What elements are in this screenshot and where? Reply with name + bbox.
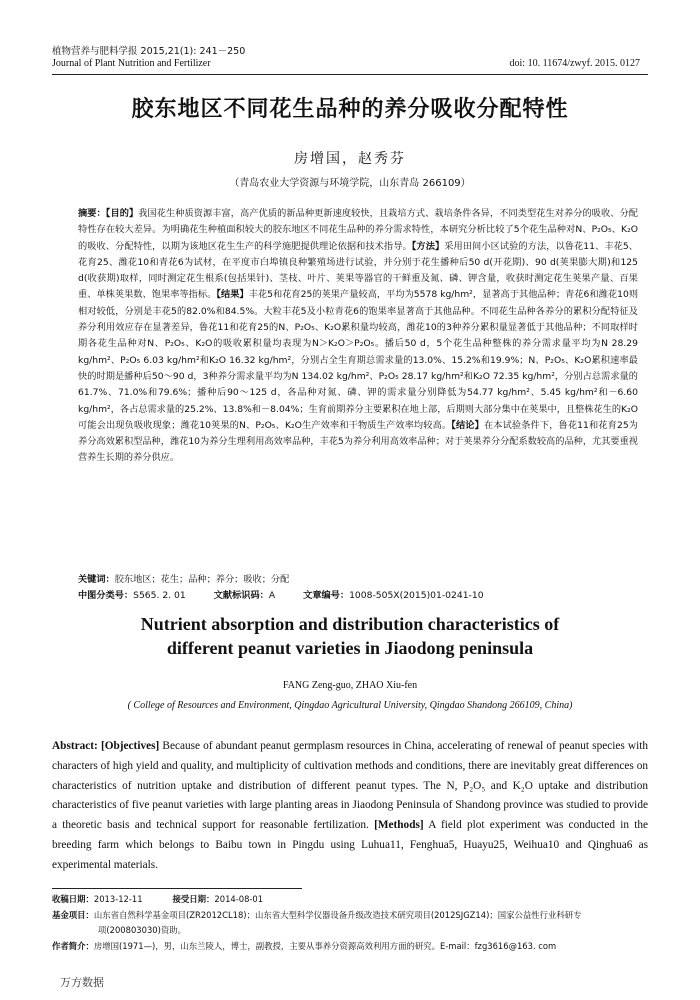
cn-abstract bbox=[78, 206, 638, 467]
en-title-line-2: different peanut varieties in Jiaodong peninsula bbox=[166, 638, 534, 658]
cn-conclusion-label: 【结论】 bbox=[451, 419, 484, 431]
cn-authors: 房增国，赵秀芬 bbox=[294, 151, 406, 167]
author-bio: 房增国(1971—)，男，山东兰陵人，博士，副教授，主要从事养分资源高效利用方面的研究。E-mail：fzg3616@163. com bbox=[93, 940, 557, 951]
cn-abstract-label: 摘要： bbox=[78, 208, 106, 219]
received-label: 收稿日期： bbox=[52, 894, 94, 904]
keywords: 胶东地区；花生；品种；养分；吸收；分配 bbox=[114, 574, 290, 585]
dates-line bbox=[52, 892, 652, 908]
en-affiliation: ( College of Resources and Environment, Qingdao Agricultural University, Qingdao Shandong 266109, China) bbox=[127, 700, 573, 711]
clc-value: S565. 2. 01 bbox=[133, 590, 186, 601]
fund-label: 基金项目： bbox=[52, 909, 94, 920]
en-objectives-text: Because of abundant peanut germplasm resources in China, accelerating of renewal of peanut species with characters of high yield and quality, and multiplicity of cultivation methods and conditions, there are inevitably great differences on characteristics of nutrition uptake and distribution of different peanut types. The N, P₂O₅ and K₂O uptake and distribution characteristics of five peanut varieties with large planting areas in Jiaodong Peninsula of Shandong province was studied to provide a theoretic basis and technical support for reasonable fertilization. bbox=[52, 740, 648, 832]
accepted-label: 接受日期： bbox=[172, 894, 215, 904]
journal-header-en: Journal of Plant Nutrition and Fertilizer bbox=[52, 58, 211, 69]
header-rule bbox=[52, 74, 648, 75]
cn-result-label: 【结果】 bbox=[216, 289, 249, 301]
fund-line-2: 项(200803030)资助。 bbox=[98, 925, 186, 935]
en-title-line-1: Nutrient absorption and distribution characteristics of bbox=[140, 614, 560, 634]
articleno-value: 1008-505X(2015)01-0241-10 bbox=[349, 590, 484, 601]
en-methods-label: [Methods] bbox=[374, 819, 424, 832]
en-authors: FANG Zeng-guo, ZHAO Xiu-fen bbox=[282, 680, 418, 691]
footnote-rule bbox=[52, 888, 302, 889]
cn-meta bbox=[78, 572, 638, 604]
footnotes bbox=[52, 892, 652, 954]
en-title bbox=[0, 612, 700, 660]
received-date: 2013-12-11 bbox=[93, 894, 143, 904]
articleno-label: 文章编号： bbox=[303, 590, 350, 601]
doi[interactable]: doi: 10. 11674/zwyf. 2015. 0127 bbox=[509, 58, 640, 69]
doccode-label: 文献标识码： bbox=[213, 590, 269, 601]
keywords-label: 关键词： bbox=[78, 574, 115, 585]
classification-line bbox=[78, 588, 638, 604]
cn-title: 胶东地区不同花生品种的养分吸收分配特性 bbox=[131, 97, 569, 122]
cn-method-label: 【方法】 bbox=[411, 240, 445, 252]
watermark: 万方数据 bbox=[60, 976, 104, 989]
en-objectives-label: [Objectives] bbox=[100, 740, 160, 752]
en-abstract bbox=[52, 737, 648, 876]
en-abstract-label: Abstract: bbox=[52, 740, 98, 752]
author-bio-line bbox=[52, 939, 652, 955]
cn-conclusion-text: 在本试验条件下，鲁花11和花育25为养分高效累积型品种，潍花10为养分生理利用高效率品种，丰花5为养分利用高效率品种；对于荚果养分分配系数较高的品种，尤其要重视营养生长期的养分供应。 bbox=[78, 419, 638, 464]
author-bio-label: 作者简介： bbox=[52, 940, 94, 951]
fund-line bbox=[52, 908, 652, 924]
journal-header-cn: 植物营养与肥料学报 2015,21(1): 241－250 bbox=[52, 46, 246, 57]
accepted-date: 2014-08-01 bbox=[214, 894, 264, 904]
cn-method-text: 采用田间小区试验的方法，以鲁花11、丰花5、花育25、潍花10和青花6为试材，在平度市白埠镇良种繁殖场进行试验，并分别于花生播种后50 d(开花期)、90 d(荚果膨大期)和125 d(收获期)取样，同时测定花生根系(包括果针)、茎枝、叶片、荚果等器官的干鲜重及氮、磷、钾含量，收获时测定花生荚果产量、百果重、单株荚果数、饱果率等指标。 bbox=[78, 240, 638, 301]
doccode-value: A bbox=[268, 590, 276, 601]
keywords-line bbox=[78, 572, 638, 588]
cn-objective-label: 【目的】 bbox=[105, 208, 139, 219]
cn-objective-text: 我国花生种质资源丰富，高产优质的新品种更新速度较快，且栽培方式、栽培条件各异，不同类型花生对养分的吸收、分配特性存在较大差异。为明确花生种植面积较大的胶东地区不同花生品种的养分需求特性，本研究分析比较了5个花生品种对N、P₂O₅、K₂O的吸收、分配特性，以期为该地区花生生产的科学施肥提供理论依据和技术指导。 bbox=[78, 208, 639, 252]
cn-affiliation: （青岛农业大学资源与环境学院，山东青岛 266109） bbox=[229, 178, 471, 189]
en-methods-text: A field plot experiment was conducted in the breeding farm which belongs to Baibu town in Pingdu using Luhua11, Fenghua5, Huayu25, Weihua10 and Qinghua6 as experimental materials. bbox=[52, 819, 649, 871]
clc-label: 中图分类号： bbox=[78, 590, 134, 601]
cn-result-text: 丰花5和花育25的荚果产量较高，平均为5578 kg/hm²，显著高于其他品种；青花6和潍花10则相对较低，分别是丰花5的82.0%和84.5%。大粒丰花5及小粒青花6的饱果率显著高于其他品种。不同花生品种各养分的累积分配特征及养分利用效应存在显著差异，鲁花11和花育25的N、P₂O₅、K₂O累积量均较高，潍花10的3种养分累积量显著低于其他品种；不同取样时期各花生品种对N、P₂O₅、K₂O的吸收累积量均表现为N＞K₂O＞P₂O₅。播后50 d，5个花生品种整株的养分需求量平均为N 28.29 kg/hm²、P₂O₅ 6.03 kg/hm²和K₂O 16.32 kg/hm²，分别占全生育期总需求量的13.0%、15.2%和19.9%；N、P₂O₅、K₂O累积速率最快的时期是播种后50～90 d，3种养分需求量平均为N 134.02 kg/hm²、P₂O₅ 28.17 kg/hm²和K₂O 72.35 kg/hm²，分别占总需求量的61.7%、71.0%和79.6%；播种后90～125 d，各品种对氮、磷、钾的需求量分别降低为54.77 kg/hm²、5.45 kg/hm²和－6.60 kg/hm²，各占总需求量的25.2%、13.8%和－8.04%；生育前期养分主要累积在地上部，后期则大部分集中在荚果中，且整株花生的K₂O可能会出现负吸收现象；潍花10荚果的N、P₂O₅、K₂O生产效率和干物质生产效率均较高。 bbox=[78, 289, 639, 431]
fund-text: 山东省自然科学基金项目(ZR2012CL18)；山东省大型科学仪器设备升级改造技术研究项目(2012SJGZ14)；国家公益性行业科研专 bbox=[93, 909, 582, 920]
